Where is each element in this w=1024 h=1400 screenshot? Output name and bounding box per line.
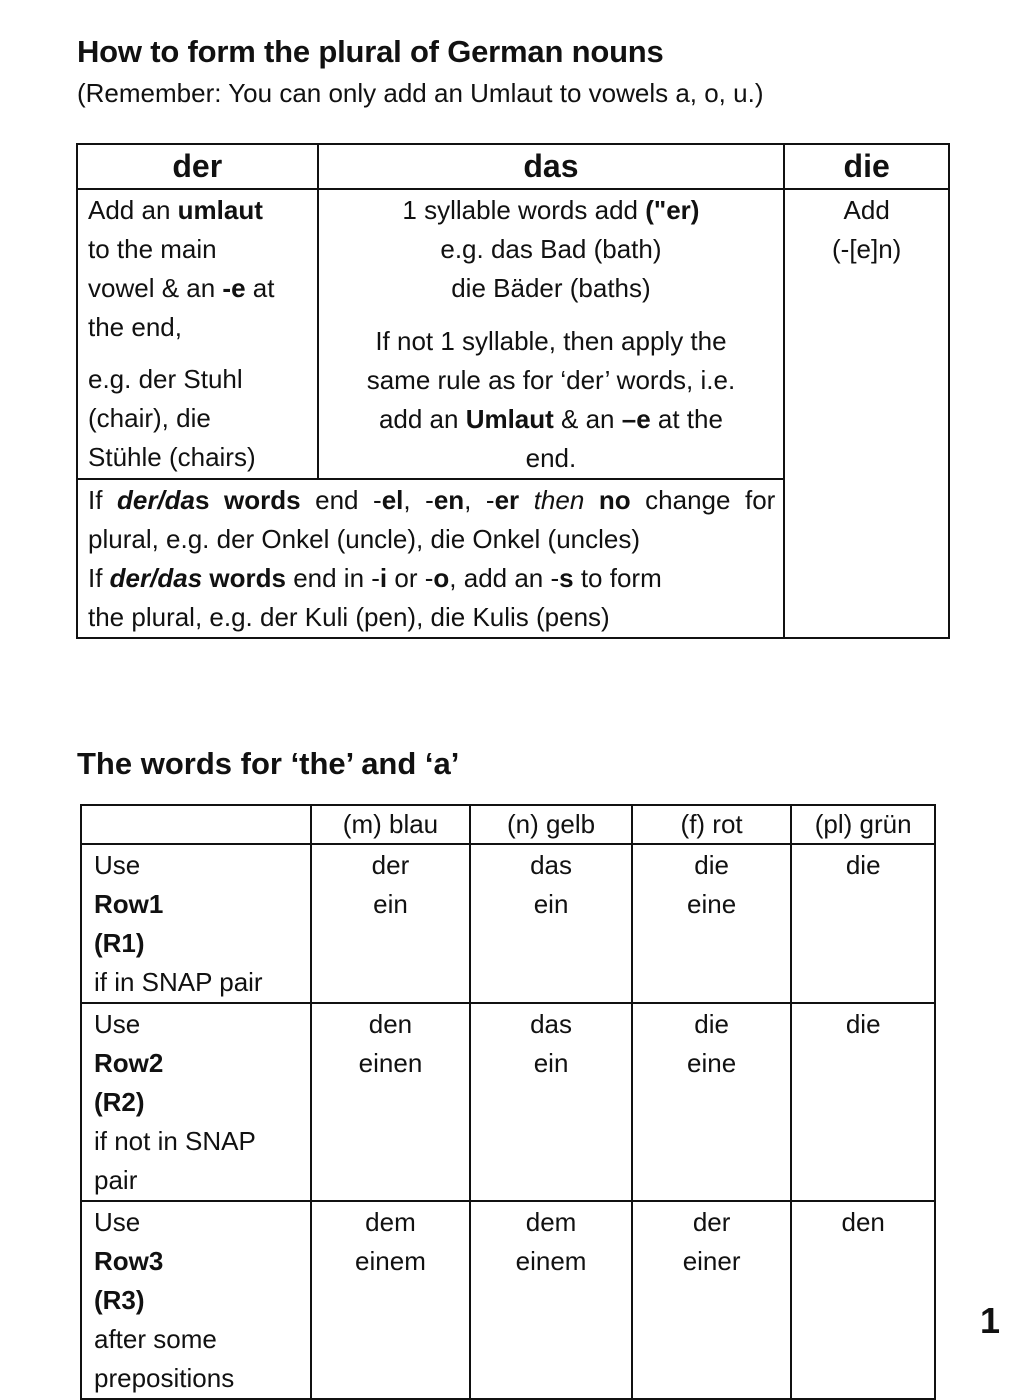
plural-table-header-row — [77, 144, 949, 189]
header-plural: (pl) grün — [791, 805, 935, 844]
cell-plural: den — [791, 1201, 935, 1399]
cell-neuter: das ein — [470, 844, 632, 1003]
plural-table-rule-row — [77, 189, 949, 479]
cell-feminine: der einer — [632, 1201, 792, 1399]
die-rule-cell: Add (-[e]n) — [784, 189, 949, 638]
table-row — [81, 844, 935, 1003]
article-table-header-row — [81, 805, 935, 844]
plural-rules-table — [76, 143, 950, 639]
row-label: Use Row2 (R2) if not in SNAP pair — [81, 1003, 311, 1201]
cell-masculine: den einen — [311, 1003, 471, 1201]
page-title: How to form the plural of German nouns — [77, 34, 664, 69]
header-neuter: (n) gelb — [470, 805, 632, 844]
row-label: Use Row3 (R3) after some prepositions — [81, 1201, 311, 1399]
der-das-exceptions-cell: If der/das words end -el, -en, -er then no change for plural, e.g. der Onkel (uncle), die Onkel (uncles) If der/das words end in -i or -o, add an -s to form the plural, e.g. der Kuli (pen), die Kulis (pens) — [77, 479, 784, 638]
das-rule-cell: 1 syllable words add ("er) e.g. das Bad (bath) die Bäder (baths) If not 1 syllable, then apply the same rule as for ‘der’ words, i.e. add an Umlaut & an –e at the end. — [318, 189, 785, 479]
cell-feminine: die eine — [632, 1003, 792, 1201]
cell-feminine: die eine — [632, 844, 792, 1003]
cell-neuter: dem einem — [470, 1201, 632, 1399]
article-table — [80, 804, 936, 1400]
page-subtitle: (Remember: You can only add an Umlaut to vowels a, o, u.) — [77, 78, 764, 108]
page-number: 1 — [979, 1300, 1000, 1341]
cell-neuter: das ein — [470, 1003, 632, 1201]
header-empty — [81, 805, 311, 844]
header-die: die — [784, 144, 949, 189]
header-masculine: (m) blau — [311, 805, 471, 844]
cell-masculine: dem einem — [311, 1201, 471, 1399]
cell-plural: die — [791, 1003, 935, 1201]
header-der: der — [77, 144, 318, 189]
cell-plural: die — [791, 844, 935, 1003]
cell-masculine: der ein — [311, 844, 471, 1003]
header-feminine: (f) rot — [632, 805, 792, 844]
der-rule-cell: Add an umlaut to the main vowel & an -e at the end, e.g. der Stuhl (chair), die Stühle (chairs) — [77, 189, 318, 479]
section-title: The words for ‘the’ and ‘a’ — [77, 746, 460, 781]
table-row — [81, 1201, 935, 1399]
header-das: das — [318, 144, 785, 189]
table-row — [81, 1003, 935, 1201]
row-label: Use Row1 (R1) if in SNAP pair — [81, 844, 311, 1003]
